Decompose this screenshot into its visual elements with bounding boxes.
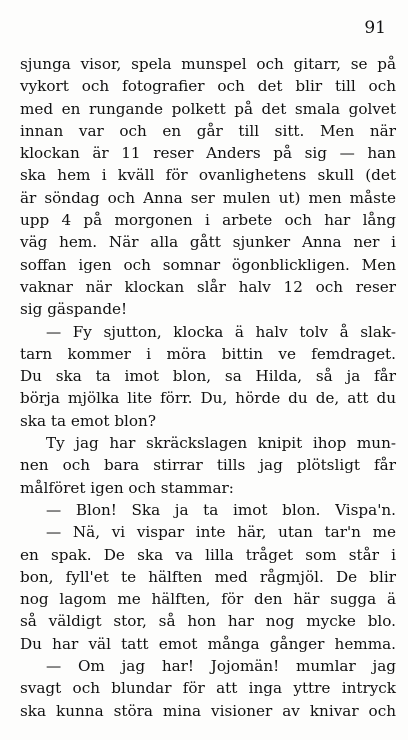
text-line: Du ska ta imot blon, sa Hilda, så ja får <box>20 367 396 386</box>
text-line: svagt och blundar för att inga yttre intryck <box>20 679 396 698</box>
text-line: vaknar när klockan slår halv 12 och reser <box>20 277 396 296</box>
text-line: börja mjölka lite förr. Du, hörde du de, att du <box>20 389 396 408</box>
text-line: Ty jag har skräckslagen knipit ihop mun- <box>46 434 396 453</box>
text-line: en spak. De ska va lilla tråget som står i <box>20 545 396 564</box>
text-line: — Nä, vi vispar inte här, utan tar'n me <box>46 523 396 542</box>
text-line: ska ta emot blon? <box>20 411 156 430</box>
text-line: tarn kommer i möra bittin ve femdraget. <box>20 344 396 363</box>
text-line: — Fy sjutton, klocka ä halv tolv å slak- <box>46 322 396 341</box>
text-line: väg hem. När alla gått sjunker Anna ner i <box>20 233 396 252</box>
text-line: Du har väl tatt emot många gånger hemma. <box>20 634 396 653</box>
text-line: soffan igen och somnar ögonblickligen. Men <box>20 255 396 274</box>
text-line: är söndag och Anna ser mulen ut) men måste <box>20 188 396 207</box>
text-line: nog lagom me hälften, för den här sugga ä <box>20 590 396 609</box>
text-line: — Om jag har! Jojomän! mumlar jag <box>46 657 396 676</box>
body-text <box>20 53 396 722</box>
text-line: målföret igen och stammar: <box>20 478 234 497</box>
text-line: med en rungande polkett på det smala golvet <box>20 99 396 118</box>
text-line: så väldigt stor, så hon har nog mycke blo. <box>20 612 396 631</box>
text-line: innan var och en går till sitt. Men när <box>20 121 396 140</box>
text-line: nen och bara stirrar tills jag plötsligt får <box>20 456 396 475</box>
text-line: — Blon! Ska ja ta imot blon. Vispa'n. <box>46 500 396 519</box>
text-line: bon, fyll'et te hälften med rågmjöl. De blir <box>20 567 396 586</box>
text-line: sig gäspande! <box>20 300 128 319</box>
text-line: upp 4 på morgonen i arbete och har lång <box>20 211 396 230</box>
text-line: ska kunna störa mina visioner av knivar och <box>20 701 396 720</box>
text-line: vykort och fotografier och det blir till och <box>20 77 396 96</box>
text-line: klockan är 11 reser Anders på sig — han <box>20 144 396 163</box>
text-line: ska hem i kväll för ovanlighetens skull (det <box>20 166 396 185</box>
page-number: 91 <box>364 18 386 38</box>
text-line: sjunga visor, spela munspel och gitarr, se på <box>20 55 396 73</box>
